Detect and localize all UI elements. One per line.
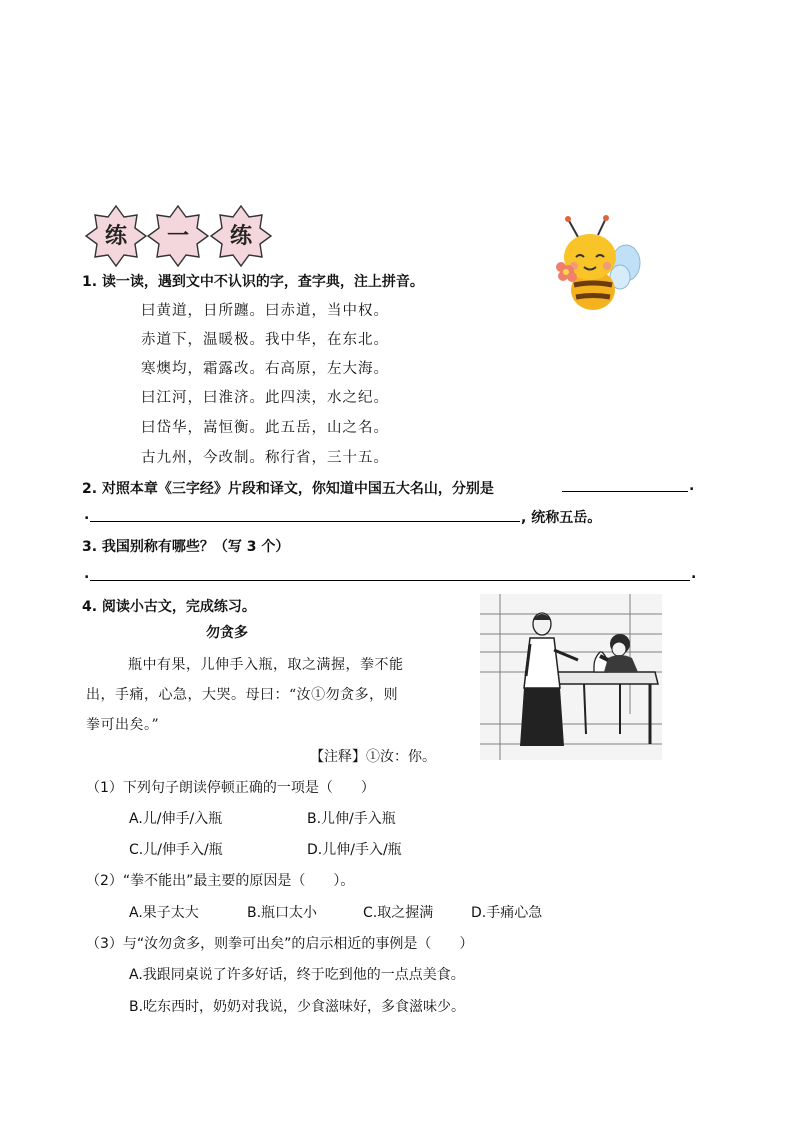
q1-prompt: 1. 读一读，遇到文中不认识的字，查字典，注上拼音。 (82, 274, 424, 290)
header-badge-3: 练 (209, 204, 273, 268)
q3-line-end: . (691, 566, 697, 582)
q2-answer-line-1[interactable] (562, 491, 688, 492)
q4-sub2-option-d[interactable]: D.手痛心急 (471, 905, 543, 921)
q4-sub2-option-a[interactable]: A.果子太大 (129, 905, 199, 921)
q2-prompt: 2. 对照本章《三字经》片段和译文，你知道中国五大名山，分别是 (82, 481, 494, 497)
q1-line-3: 寒燠均，霜露改。右高原，左大海。 (141, 361, 389, 377)
q3-answer-line[interactable] (90, 580, 690, 581)
q4-sub2-question: （2）“拳不能出”最主要的原因是（ ）。 (86, 873, 355, 889)
q4-sub3-question: （3）与“汝勿贪多，则拳可出矣”的启示相近的事例是（ ） (86, 936, 474, 952)
header-badge-2: 一 (146, 204, 210, 268)
q1-line-5: 曰岱华，嵩恒衡。此五岳，山之名。 (141, 420, 389, 436)
q4-sub1-option-c[interactable]: C.儿/伸手入/瓶 (129, 842, 223, 858)
mother-child-illustration (480, 594, 662, 760)
q2-answer-line-2[interactable] (90, 521, 520, 522)
q1-line-4: 曰江河，曰淮济。此四渎，水之纪。 (141, 390, 389, 406)
q4-sub2-option-c[interactable]: C.取之握满 (363, 905, 434, 921)
q4-story-line-1: 瓶中有果，儿伸手入瓶，取之满握，拳不能 (128, 657, 404, 673)
bee-cartoon-icon (548, 215, 643, 315)
q1-line-2: 赤道下，温暖极。我中华，在东北。 (141, 332, 389, 348)
q1-line-6: 古九州，今改制。称行省，三十五。 (141, 450, 389, 466)
q4-sub1-option-d[interactable]: D.儿伸/手入/瓶 (307, 842, 402, 858)
q4-story-title: 勿贪多 (206, 625, 248, 641)
q3-prompt: 3. 我国别称有哪些？（写 3 个） (82, 539, 290, 555)
q3-line-start: . (84, 566, 90, 582)
q2-end-dot: . (689, 478, 695, 494)
q2-line2-end: , 统称五岳。 (521, 510, 602, 526)
q4-sub1-option-b[interactable]: B.儿伸/手入瓶 (307, 811, 396, 827)
q4-prompt: 4. 阅读小古文，完成练习。 (82, 599, 256, 615)
q4-story-line-3: 拳可出矣。” (86, 717, 160, 733)
q4-sub1-option-a[interactable]: A.儿/伸手/入瓶 (129, 811, 223, 827)
q1-line-1: 曰黄道，日所躔。曰赤道，当中权。 (141, 303, 389, 319)
q2-line2-start: . (84, 507, 90, 523)
q4-sub3-option-b[interactable]: B.吃东西时，奶奶对我说，少食滋味好，多食滋味少。 (129, 999, 466, 1015)
q4-sub3-option-a[interactable]: A.我跟同桌说了许多好话，终于吃到他的一点点美食。 (129, 967, 465, 983)
q4-sub1-question: （1）下列句子朗读停顿正确的一项是（ ） (86, 780, 375, 796)
q4-sub2-option-b[interactable]: B.瓶口太小 (247, 905, 318, 921)
header-badge-1: 练 (84, 204, 148, 268)
q4-note: 【注释】①汝：你。 (310, 749, 436, 765)
q4-story-line-2: 出，手痛，心急，大哭。母曰：“汝①勿贪多，则 (86, 687, 399, 703)
